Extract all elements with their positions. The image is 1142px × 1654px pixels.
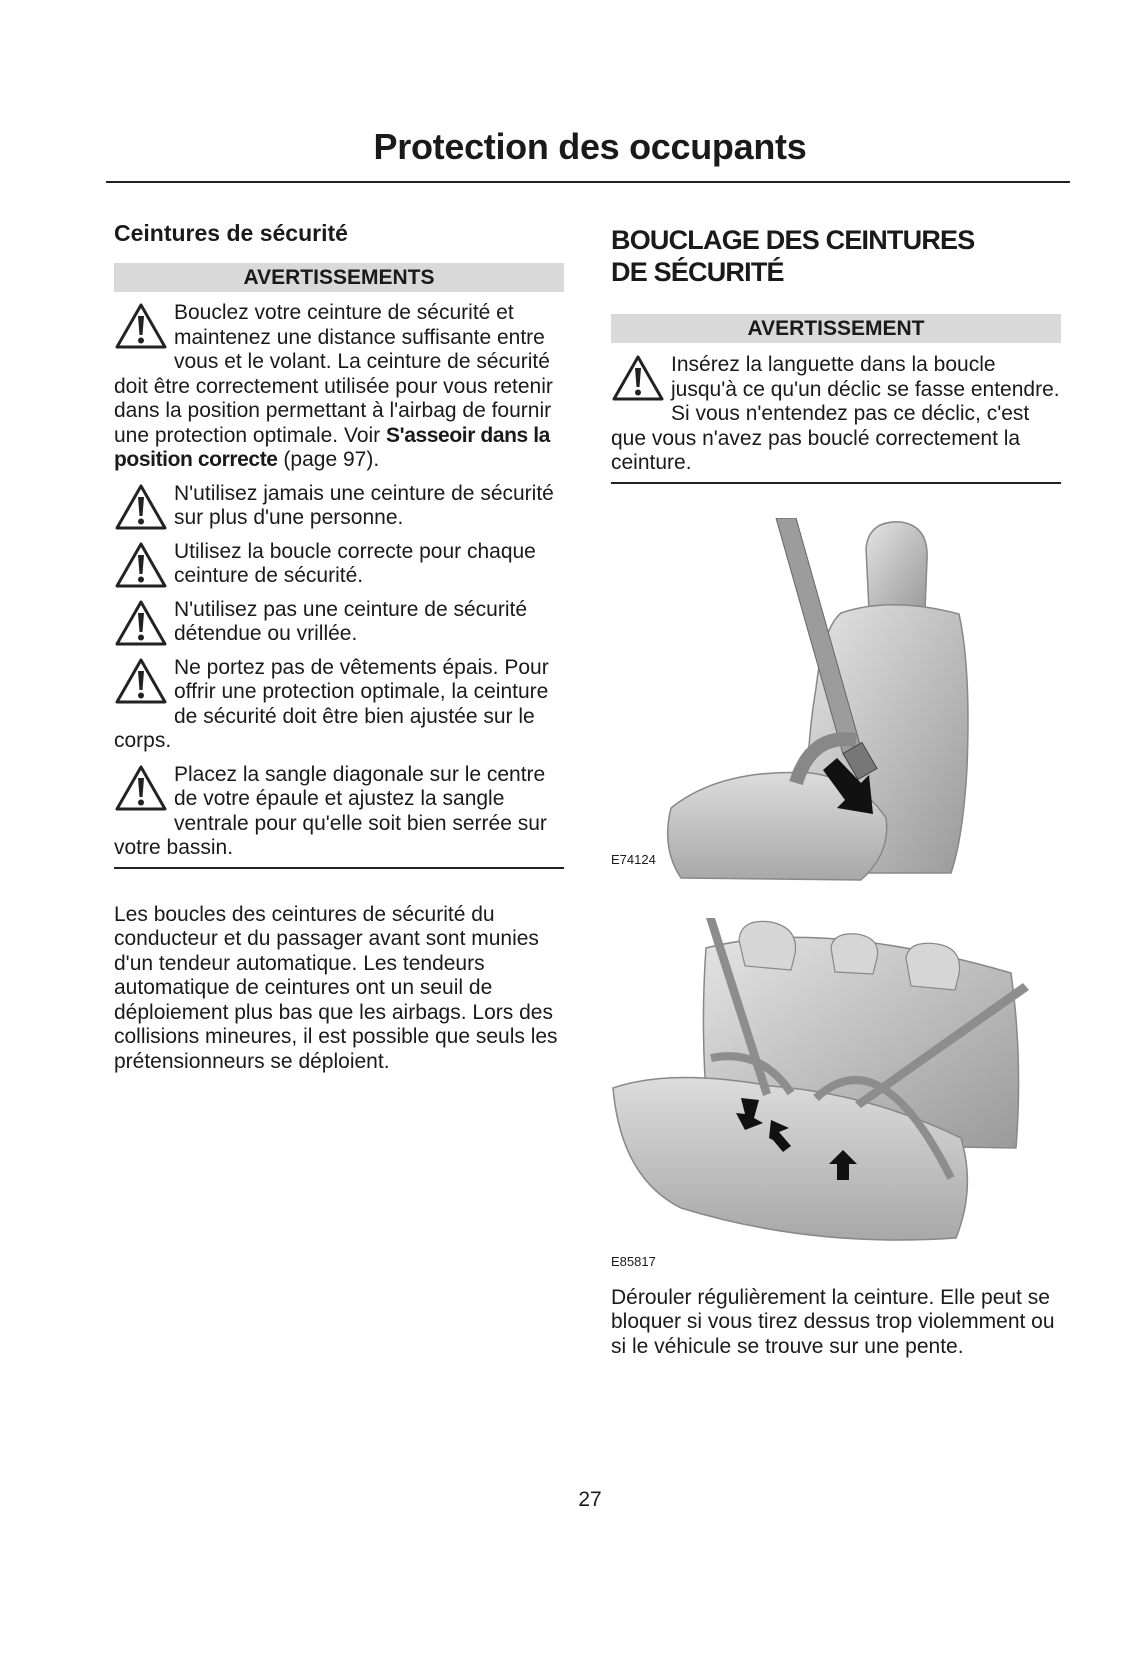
warning-text: Ne portez pas de vêtements épais. Pour offrir une protection optimale, la ceinture de sécurité doit être bien ajustée sur le corps. — [114, 655, 549, 752]
body-paragraph: Les boucles des ceintures de sécurité du conducteur et du passager avant sont munies d'un tendeur automatique. Les tendeurs automatique de ceintures ont un seuil de déploiement plus bas que les airbags. Lors des collisions mineures, il est possible que seuls les prétensionneurs se déploient. — [114, 902, 558, 1073]
warning-item — [114, 763, 564, 869]
section-title-buckling — [611, 224, 1061, 288]
rear-seat-figure — [611, 918, 1061, 1286]
section-title-line: BOUCLAGE DES CEINTURES — [611, 225, 975, 255]
figure-code: E85817 — [611, 1253, 656, 1269]
warning-item — [114, 301, 564, 473]
page-reference: (page 97). — [283, 448, 380, 471]
title-divider — [106, 181, 1070, 183]
left-column — [114, 220, 564, 1074]
body-paragraph: Dérouler régulièrement la ceinture. Elle peut se bloquer si vous tirez dessus trop violemment ou si le véhicule se trouve sur une pente. — [611, 1285, 1055, 1358]
section-title-seat-belts: Ceintures de sécurité — [114, 220, 348, 246]
warning-text: Bouclez votre ceinture de sécurité et maintenez une distance suffisante entre vous et le volant. La ceinture de sécurité doit être correctement utilisée pour vous retenir dans la position permettant à l'airbag de fournir une protection optimale. Voir — [114, 301, 553, 447]
warning-text: Placez la sangle diagonale sur le centre de votre épaule et ajustez la sangle ventrale pour qu'elle soit bien serrée sur votre bassin. — [114, 762, 547, 859]
rear-bench-illustration — [611, 918, 1061, 1258]
cross-reference-link[interactable]: S'asseoir dans la position correcte — [114, 423, 550, 471]
warning-item — [114, 482, 564, 531]
warning-triangle-icon — [114, 301, 170, 351]
warning-item — [114, 598, 564, 647]
section-title-line: DE SÉCURITÉ — [611, 257, 784, 287]
warning-item — [114, 540, 564, 589]
front-seat-figure — [611, 518, 1061, 918]
warning-triangle-icon — [114, 540, 170, 590]
page-title: Protection des occupants — [373, 126, 807, 167]
warning-triangle-icon — [114, 656, 170, 706]
warning-item — [114, 656, 564, 754]
page-number: 27 — [578, 1488, 602, 1511]
warning-triangle-icon — [114, 482, 170, 532]
warning-text: N'utilisez pas une ceinture de sécurité détendue ou vrillée. — [174, 597, 528, 645]
figure-code: E74124 — [611, 851, 656, 867]
warning-triangle-icon — [611, 353, 667, 403]
warning-header: AVERTISSEMENT — [611, 314, 1061, 343]
right-column — [611, 224, 1061, 1359]
warning-text: Utilisez la boucle correcte pour chaque ceinture de sécurité. — [174, 539, 536, 587]
warning-triangle-icon — [114, 763, 170, 813]
warning-text: N'utilisez jamais une ceinture de sécurité sur plus d'une personne. — [174, 481, 554, 529]
warnings-header: AVERTISSEMENTS — [114, 263, 564, 292]
front-seat-illustration — [611, 518, 1061, 898]
warning-triangle-icon — [114, 598, 170, 648]
warning-item — [611, 353, 1061, 484]
warning-text: Insérez la languette dans la boucle jusqu'à ce qu'un déclic se fasse entendre. Si vous n'entendez pas ce déclic, c'est que vous n'avez pas bouclé correctement la ceinture. — [611, 353, 1060, 474]
